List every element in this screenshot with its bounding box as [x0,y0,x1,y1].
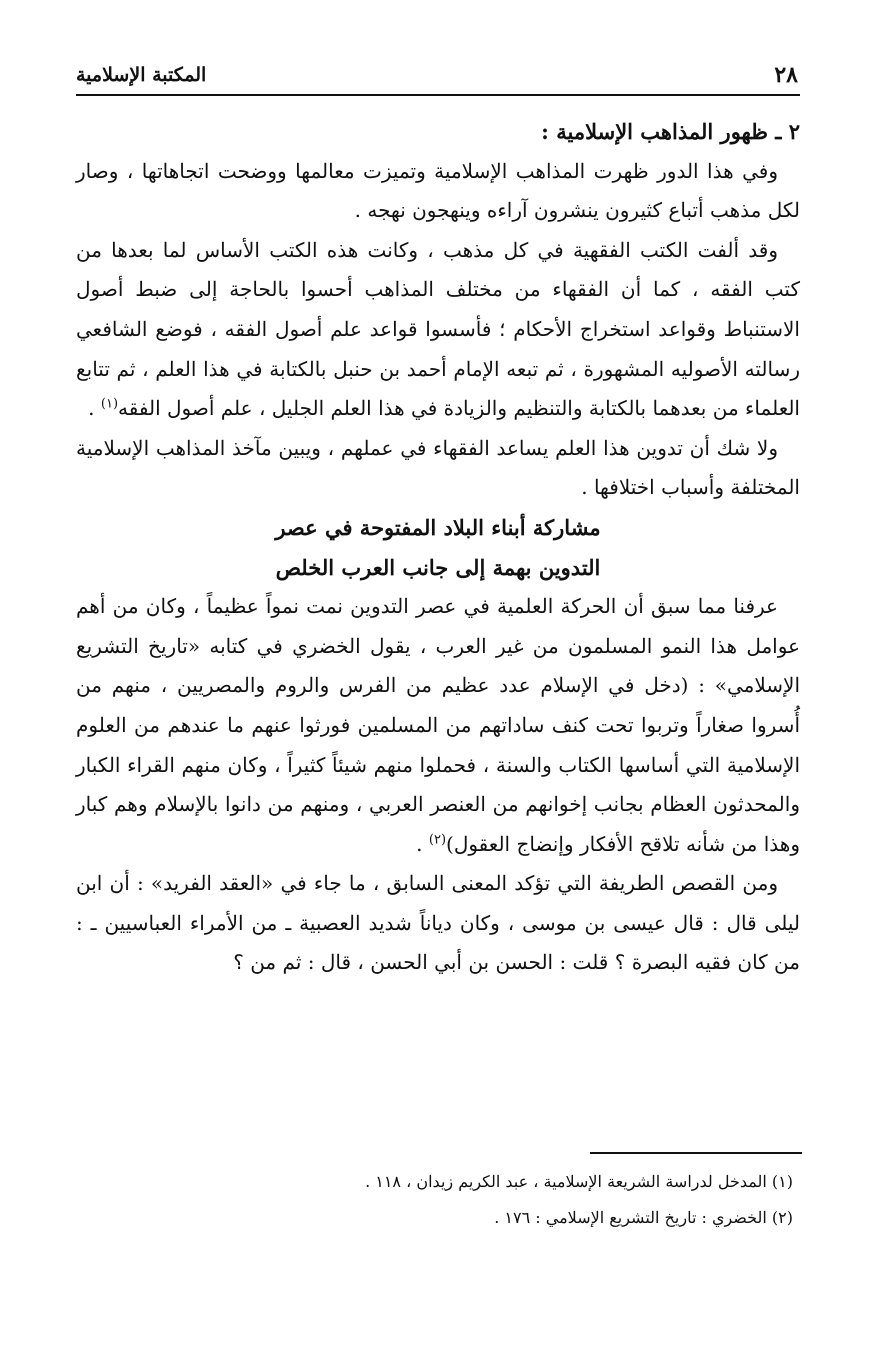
paragraph-1: وفي هذا الدور ظهرت المذاهب الإسلامية وتميزت معالمها ووضحت اتجاهاتها ، وصار لكل مذهب أتباع كثيرون ينشرون آراءه وينهجون نهجه . [76,158,800,223]
paragraph-2-text: وقد ألفت الكتب الفقهية في كل مذهب ، وكانت هذه الكتب الأساس لما بعدها من كتب الفقه ، كما أن الفقهاء من مختلف المذاهب أحسوا بالحاجة إلى ضبط أصول الاستنباط وقواعد استخراج الأحكام ؛ فأسسوا قواعد علم أصول الفقه ، فوضع الشافعي رسالته الأصوليه المشهورة ، ثم تبعه الإمام أحمد بن حنبل بالكتابة في هذا العلم ، ثم تتابع العلماء من بعدهما بالكتابة والتنظيم والزيادة في هذا العلم الجليل ، علم أصول الفقه [76,237,800,421]
footnote-ref-2[interactable]: (٢) [428,832,447,848]
paragraph-5: ومن القصص الطريفة التي تؤكد المعنى السابق ، ما جاء في «العقد الفريد» : أن ابن ليلى قال : قال عيسى بن موسى ، وكان دياناً شديد العصبية ـ من الأمراء العباسيين ـ : من كان فقيه البصرة ؟ قلت : الحسن بن أبي الحسن ، قال : ثم من ؟ [76,871,800,975]
paragraph-3: ولا شك أن تدوين هذا العلم يساعد الفقهاء في عملهم ، ويبين مآخذ المذاهب الإسلامية المختلفة وأسباب اختلافها . [76,435,800,500]
page-number: ٢٨ [774,62,798,88]
section-heading: ٢ ـ ظهور المذاهب الإسلامية : [541,119,800,144]
footnote-1: (١) المدخل لدراسة الشريعة الإسلامية ، عبد الكريم زيدان ، ١١٨ . [365,1172,793,1191]
paragraph-4-text: عرفنا مما سبق أن الحركة العلمية في عصر التدوين نمت نمواً عظيماً ، وكان من أهم عوامل هذا النمو المسلمون من غير العرب ، يقول الخضري في كتابه «تاريخ التشريع الإسلامي» : (دخل في الإسلام عدد عظيم من الفرس والروم والمصريين ، منهم من أُسروا صغاراً وتربوا تحت كنف ساداتهم من المسلمين فورثوا عنهم ما عندهم من العلوم الإسلامية التي أساسها الكتاب والسنة ، فحملوا منهم شيئاً كثيراً ، وكان منهم القراء الكبار والمحدثون العظام بجانب إخوانهم من العنصر العربي ، ومنهم من دانوا بالإسلام وهم كبار وهذا من شأنه تلاقح الأفكار وإنضاج العقول) [76,594,801,856]
main-text [76,112,800,983]
paragraph-4 [76,587,800,864]
paragraph-4-end: . [416,831,429,856]
page-header [76,56,800,96]
subheading-line-1: مشاركة أبناء البلاد المفتوحة في عصر [275,514,601,540]
running-title: المكتبة الإسلامية [76,64,207,86]
header-rule [76,94,800,96]
paragraph-2-end: . [88,396,101,421]
subheading-line-2: التدوين بهمة إلى جانب العرب الخلص [275,554,601,580]
footnote-divider [590,1152,802,1154]
footnote-ref-1[interactable]: (١) [100,396,119,412]
paragraph-2 [76,231,800,429]
footnote-2: (٢) الخضري : تاريخ التشريع الإسلامي : ١٧٦ . [494,1208,793,1227]
footnotes [120,1164,793,1236]
